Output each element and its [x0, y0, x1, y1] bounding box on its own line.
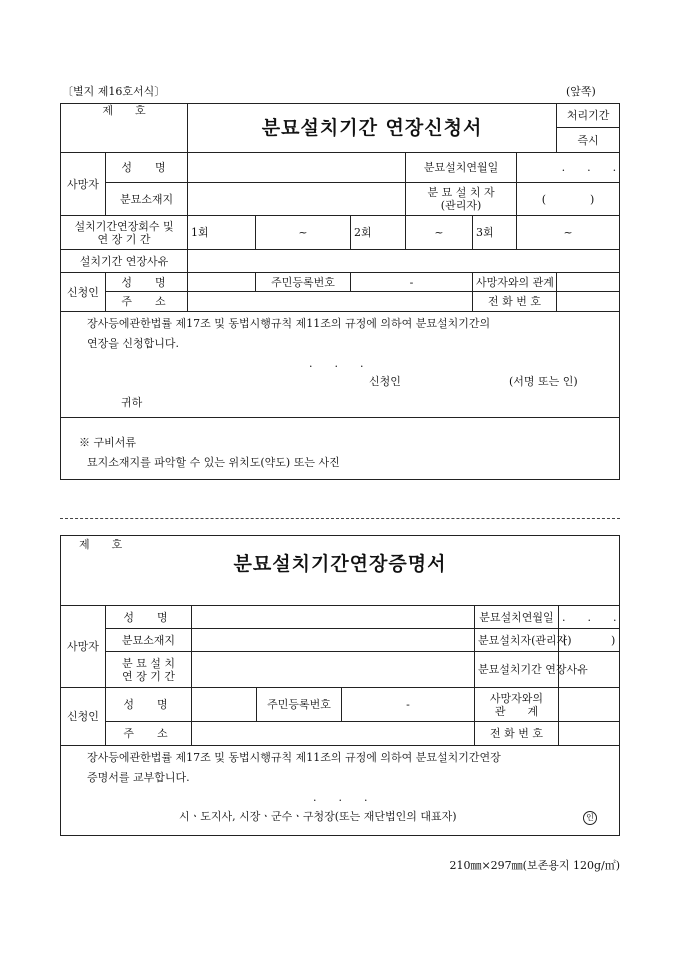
- certificate-title: 분묘설치기간연장증명서: [233, 553, 447, 575]
- cert-phone-label: 전 화 번 호: [475, 722, 559, 746]
- cert-period-label-1: 분 묘 설 치: [122, 656, 175, 670]
- relation-label: 사망자와의 관계: [473, 273, 557, 292]
- form-number: 제 호: [61, 104, 188, 153]
- application-form: [60, 103, 620, 480]
- resident-id-field[interactable]: -: [351, 273, 473, 292]
- cert-statement-line-2: 증명서를 교부합니다.: [87, 771, 190, 784]
- deceased-name-label: 성 명: [106, 153, 188, 183]
- installer-field[interactable]: ( ): [517, 183, 620, 216]
- cert-applicant-label: 신청인: [61, 688, 106, 746]
- certificate-statement: [61, 746, 620, 836]
- cert-relation-label-1: 사망자와의: [489, 691, 544, 705]
- cert-statement-line-1: 장사등에관한법률 제17조 및 동법시행규칙 제11조의 규정에 의하여 분묘설치기간연장: [87, 751, 501, 764]
- cert-phone-field[interactable]: [559, 722, 620, 746]
- issuer-label: 시ㆍ도지사, 시장ㆍ군수ㆍ구청장(또는 재단법인의 대표자): [179, 810, 457, 823]
- applicant-phone-field[interactable]: [557, 292, 620, 312]
- addressee: 귀하: [121, 396, 143, 409]
- cert-period-label: [106, 652, 192, 688]
- deceased-label: 사망자: [61, 153, 106, 216]
- round3-period[interactable]: ~: [517, 216, 620, 250]
- round1-label: 1회: [188, 216, 256, 250]
- seal-icon: 인: [583, 811, 597, 825]
- application-statement: [61, 312, 620, 418]
- required-documents: [61, 418, 620, 480]
- extension-count-label: [61, 216, 188, 250]
- required-documents-item: 묘지소재지를 파악할 수 있는 위치도(약도) 또는 사진: [87, 456, 340, 469]
- cert-reason-label: 분묘설치기간 연장사유: [475, 652, 559, 688]
- relation-field[interactable]: [557, 273, 620, 292]
- cert-location-label: 분묘소재지: [106, 629, 192, 652]
- install-date-field[interactable]: . . .: [517, 153, 620, 183]
- deceased-name-field[interactable]: [188, 153, 406, 183]
- applicant-address-field[interactable]: [188, 292, 473, 312]
- sign-note: (서명 또는 인): [509, 375, 578, 388]
- cert-id-label: 주민등록번호: [257, 688, 342, 722]
- application-date[interactable]: . . .: [309, 357, 364, 370]
- certificate-form: [60, 535, 620, 836]
- certificate-header: [61, 536, 620, 606]
- annex-label: 〔별지 제16호서식〕: [62, 85, 166, 98]
- grave-location-field[interactable]: [188, 183, 406, 216]
- paper-spec: 210㎜×297㎜(보존용지 120g/㎡): [449, 859, 620, 872]
- installer-label-sub: (관리자): [440, 199, 482, 212]
- extension-reason-field[interactable]: [188, 250, 620, 273]
- cert-relation-label: [475, 688, 559, 722]
- signer-label: 신청인: [369, 375, 401, 388]
- cert-install-date-label: 분묘설치연월일: [475, 606, 559, 629]
- cert-relation-field[interactable]: [559, 688, 620, 722]
- round2-period[interactable]: ~: [406, 216, 473, 250]
- applicant-phone-label: 전 화 번 호: [473, 292, 557, 312]
- cert-installer-label: 분묘설치자(관리자): [475, 629, 559, 652]
- applicant-address-label: 주 소: [106, 292, 188, 312]
- install-date-label: 분묘설치연월일: [406, 153, 517, 183]
- cert-address-field[interactable]: [192, 722, 475, 746]
- certificate-number: 제 호: [79, 538, 123, 551]
- page-title: 분묘설치기간 연장신청서: [188, 104, 557, 153]
- round2-label: 2회: [351, 216, 406, 250]
- seal-mark: [583, 810, 597, 825]
- cert-deceased-label: 사망자: [61, 606, 106, 688]
- cert-relation-label-2: 관 계: [494, 704, 539, 718]
- cert-installer-field[interactable]: ( ): [559, 629, 620, 652]
- applicant-name-field[interactable]: [188, 273, 256, 292]
- page-side-label: (앞쪽): [566, 85, 596, 98]
- cert-period-field[interactable]: [192, 652, 475, 688]
- cert-name-field[interactable]: [192, 606, 475, 629]
- cert-period-label-2: 연 장 기 간: [122, 669, 175, 683]
- cut-line: [60, 518, 620, 519]
- resident-id-label: 주민등록번호: [256, 273, 351, 292]
- processing-period-label: 처리기간: [557, 104, 620, 128]
- round1-period[interactable]: ~: [256, 216, 351, 250]
- cert-location-field[interactable]: [192, 629, 475, 652]
- cert-name-label: 성 명: [106, 606, 192, 629]
- applicant-label: 신청인: [61, 273, 106, 312]
- applicant-name-label: 성 명: [106, 273, 188, 292]
- processing-period-value: 즉시: [557, 128, 620, 153]
- grave-location-label: 분묘소재지: [106, 183, 188, 216]
- cert-applicant-name-field[interactable]: [192, 688, 257, 722]
- statement-line-2: 연장을 신청합니다.: [87, 337, 180, 350]
- cert-id-field[interactable]: -: [342, 688, 475, 722]
- extension-count-label-1: 설치기간연장회수 및: [74, 219, 174, 233]
- extension-count-label-2: 연 장 기 간: [97, 232, 151, 246]
- cert-applicant-name-label: 성 명: [106, 688, 192, 722]
- cert-install-date-field[interactable]: . . .: [559, 606, 620, 629]
- cert-date[interactable]: . . .: [313, 791, 368, 804]
- statement-line-1: 장사등에관한법률 제17조 및 동법시행규칙 제11조의 규정에 의하여 분묘설치기간의: [87, 317, 491, 330]
- installer-label-main: 분 묘 설 치 자: [427, 186, 495, 199]
- installer-label: [406, 183, 517, 216]
- cert-address-label: 주 소: [106, 722, 192, 746]
- extension-reason-label: 설치기간 연장사유: [61, 250, 188, 273]
- required-documents-label: ※ 구비서류: [79, 436, 137, 449]
- round3-label: 3회: [473, 216, 517, 250]
